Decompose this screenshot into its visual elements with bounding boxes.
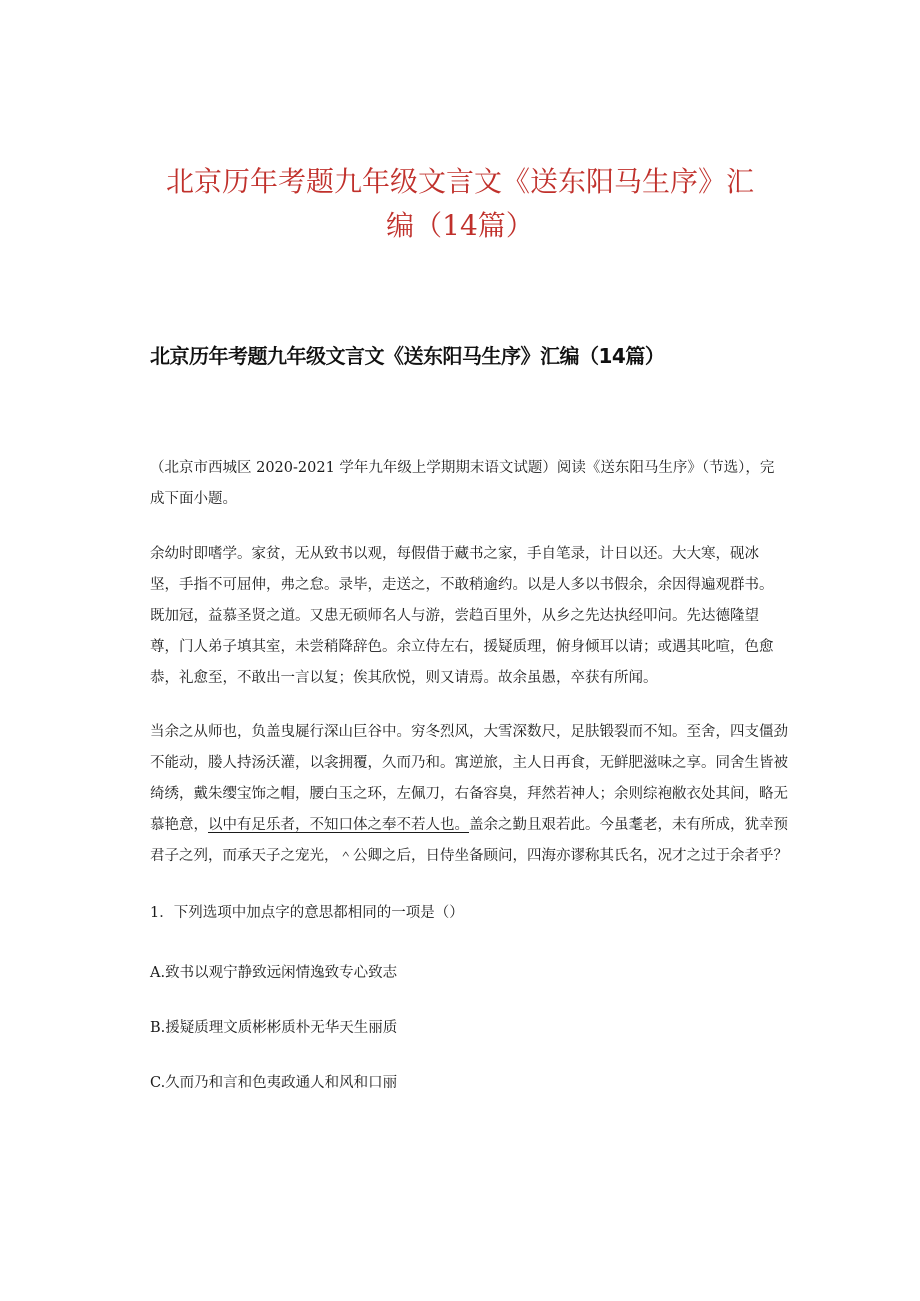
option-c: C.久而乃和言和色夷政通人和风和口丽 bbox=[150, 1075, 398, 1091]
question-stem: 1．下列选项中加点字的意思都相同的一项是（） bbox=[150, 905, 464, 921]
passage-line: 余幼时即嗜学。家贫，无从致书以观，每假借于藏书之家，手自笔录，计日以还。大大寒，砚冰 bbox=[150, 546, 759, 562]
document-title-line-1: 北京历年考题九年级文言文《送东阳马生序》汇 bbox=[165, 165, 754, 198]
passage-text: 盖余之勤且艰若此。今虽耄老，未有所成，犹幸预 bbox=[469, 817, 788, 833]
passage-line: 绮绣，戴朱缨宝饰之帽，腰白玉之环，左佩刀，右备容臭，拜然若神人；余则综袍敝衣处其间，略无 bbox=[150, 786, 788, 802]
option-a: A.致书以观宁静致远闲情逸致专心致志 bbox=[150, 965, 398, 981]
source-note-line: （北京市西城区 2020-2021 学年九年级上学期期末语文试题）阅读《送东阳马生序》（节选），完 bbox=[150, 460, 775, 476]
passage-line: 尊，门人弟子填其室，未尝稍降辞色。余立侍左右，援疑质理，俯身倾耳以请；或遇其叱喧，色愈 bbox=[150, 639, 774, 655]
passage-line: 既加冠，益慕圣贤之道。又患无硕师名人与游，尝趋百里外，从乡之先达执经叩问。先达德隆望 bbox=[150, 608, 759, 624]
document-title-line-2: 编（14篇） bbox=[386, 209, 534, 242]
section-heading: 北京历年考题九年级文言文《送东阳马生序》汇编（14篇） bbox=[150, 344, 665, 368]
passage-line bbox=[150, 810, 830, 841]
passage-paragraph-2 bbox=[150, 717, 830, 872]
source-note bbox=[150, 453, 830, 515]
passage-text: 慕艳意， bbox=[150, 817, 208, 833]
underlined-sentence: 以中有足乐者，不知口体之奉不若人也。 bbox=[208, 817, 469, 833]
passage-line: 君子之列，而承天子之宠光，＾公卿之后，日侍坐备顾问，四海亦谬称其氏名，况才之过于余者乎？ bbox=[150, 848, 788, 864]
passage-line: 恭，礼愈至，不敢出一言以复；俟其欣悦，则又请焉。故余虽愚，卒获有所闻。 bbox=[150, 670, 658, 686]
passage-paragraph-1 bbox=[150, 539, 830, 694]
option-b: B.援疑质理文质彬彬质朴无华天生丽质 bbox=[150, 1020, 398, 1036]
passage-line: 当余之从师也，负盖曳屣行深山巨谷中。穷冬烈风，大雪深数尺，足肤锻裂而不知。至舍，四支僵劲 bbox=[150, 724, 788, 740]
passage-line: 不能动，媵人持汤沃灌，以衾拥覆，久而乃和。寓逆旅，主人日再食，无鲜肥滋味之享。同舍生皆被 bbox=[150, 755, 788, 771]
passage-line: 坚，手指不可屈伸，弗之怠。录毕，走送之，不敢稍逾约。以是人多以书假余，余因得遍观群书。 bbox=[150, 577, 774, 593]
source-note-line: 成下面小题。 bbox=[150, 491, 237, 507]
document-title bbox=[150, 160, 770, 248]
